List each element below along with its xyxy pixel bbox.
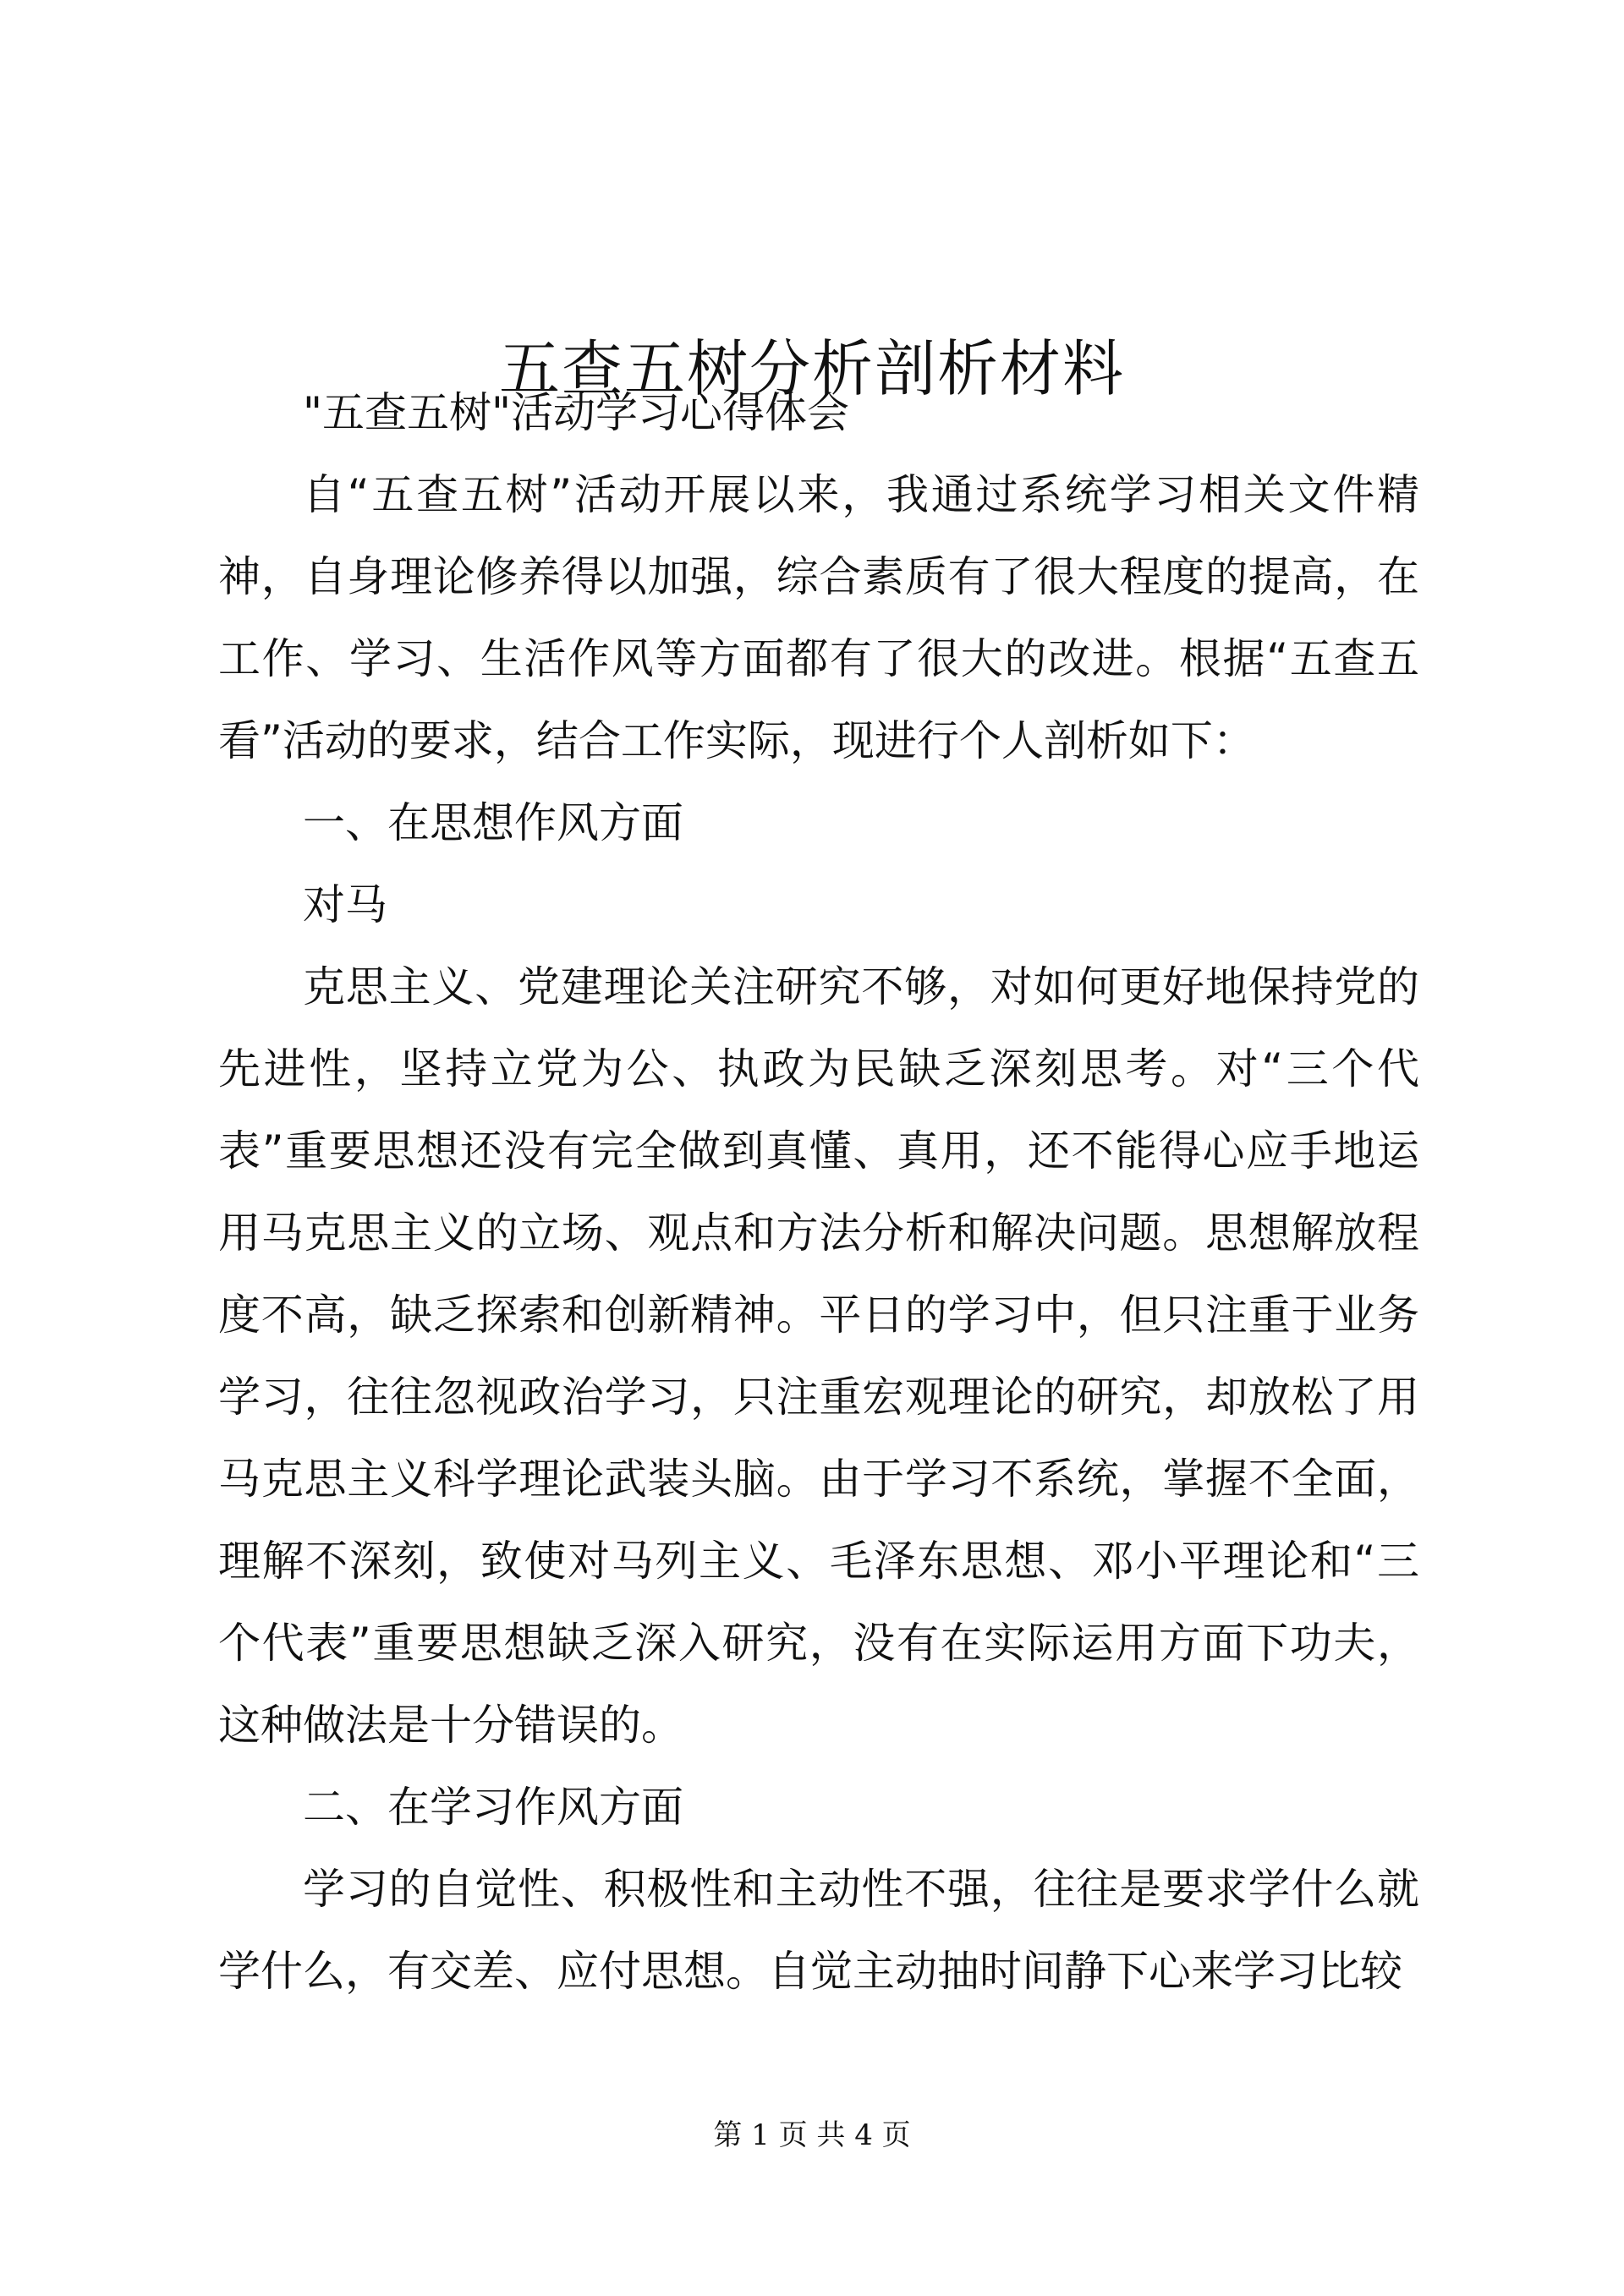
document-title: 五查五树分析剖析材料	[498, 333, 1125, 405]
paragraph-study-style: 学习的自觉性、积极性和主动性不强，往往是要求学什么就学什么，有交差、应付思想。自觉主动抽时间静下心来学习比较	[218, 1865, 1419, 1996]
paragraph-fragment: 对马	[303, 880, 387, 929]
document-body	[218, 372, 1419, 2013]
section-heading-thought-style: 一、在思想作风方面	[303, 798, 683, 847]
paragraph-thought-style: 克思主义、党建理论关注研究不够，对如何更好地保持党的先进性，坚持立党为公、执政为民缺乏深刻思考。对“三个代表”重要思想还没有完全做到真懂、真用，还不能得心应手地运用马克思主义的立场、观点和方法分析和解决问题。思想解放程度不高，缺乏探索和创新精神。平日的学习中，但只注重于业务学习，往往忽视政治学习，只注重宏观理论的研究，却放松了用马克思主义科学理论武装头脑。由于学习不系统，掌握不全面，理解不深刻，致使对马列主义、毛泽东思想、邓小平理论和“三个代表”重要思想缺乏深入研究，没有在实际运用方面下功夫，这种做法是十分错误的。	[218, 962, 1419, 1750]
section-heading-study-style: 二、在学习作风方面	[303, 1783, 683, 1832]
page-number: 第 1 页 共 4 页	[713, 2118, 911, 2152]
paragraph-intro: 自“五查五树”活动开展以来，我通过系统学习相关文件精神，自身理论修养得以加强，综合素质有了很大程度的提高，在工作、学习、生活作风等方面都有了很大的改进。根据“五查五看”活动的要求，结合工作实际，现进行个人剖析如下：	[218, 470, 1419, 765]
paragraph-subtitle: "五查五树"活动学习心得体会	[303, 388, 849, 437]
page-footer	[0, 2114, 1624, 2156]
